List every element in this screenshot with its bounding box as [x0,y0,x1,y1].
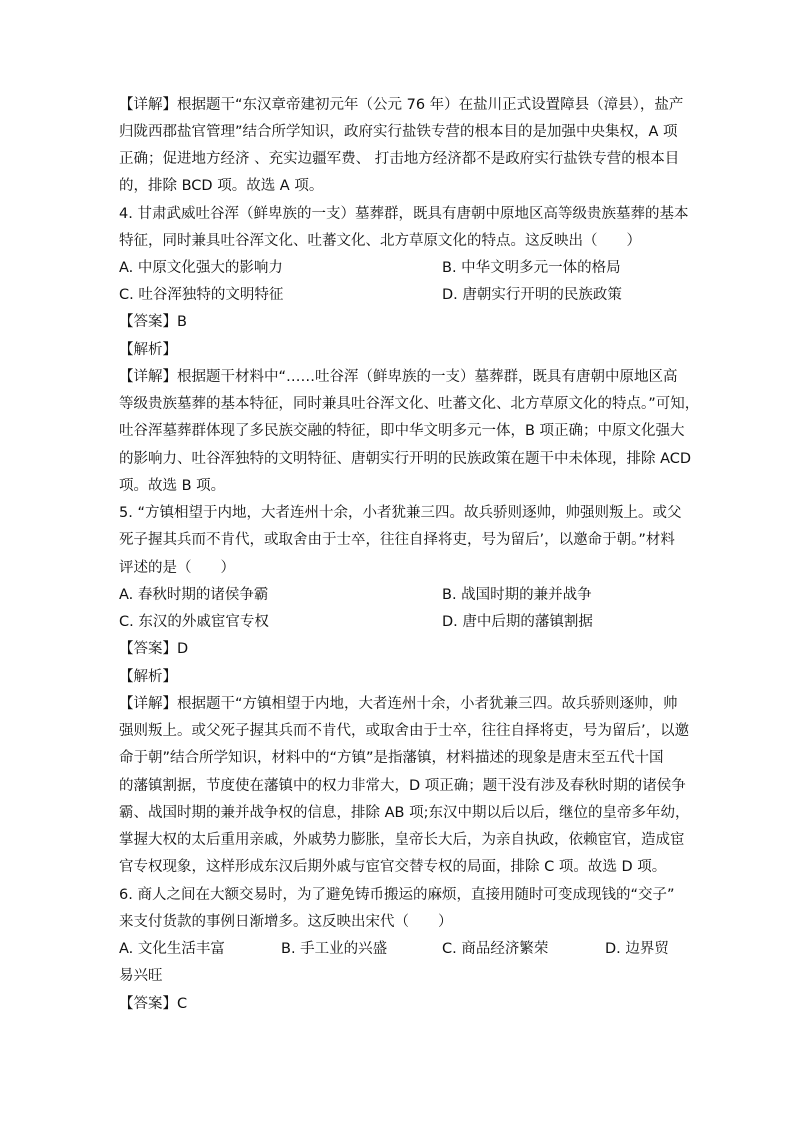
option-c: C. 东汉的外戚宦官专权 [119,614,269,630]
analysis-label: 【解析】 [119,669,177,685]
question-6-stem: 来支付货款的事例日渐增多。这反映出宋代（ ） [119,914,453,930]
option-d-continuation: 易兴旺 [119,968,163,984]
paragraph-line: 项。故选 B 项。 [119,478,226,494]
question-5-options-row-2 [119,612,679,632]
option-a: A. 中原文化强大的影响力 [119,260,283,276]
option-d: D. 唐朝实行开明的民族政策 [442,287,622,303]
question-5-stem: 评述的是（ ） [119,560,235,576]
paragraph-line: 的藩镇割据，节度使在藩镇中的权力非常大，D 项正确；题干没有涉及春秋时期的诸侯争 [119,778,686,794]
question-4-stem: 4. 甘肃武威吐谷浑（鲜卑族的一支）墓葬群，既具有唐朝中原地区高等级贵族墓葬的基本 [119,206,689,222]
answer-label: 【答案】B [119,314,187,330]
paragraph-line: 掌握大权的太后重用亲戚，外戚势力膨胀，皇帝长大后，为亲自执政，依赖宦官，造成宦 [119,832,685,848]
option-b: B. 战国时期的兼并战争 [442,587,592,603]
option-d: D. 唐中后期的藩镇割据 [442,614,593,630]
option-b: B. 手工业的兴盛 [281,941,388,957]
paragraph-line: 官专权现象，这样形成东汉后期外戚与宦官交替专权的局面，排除 C 项。故选 D 项。 [119,859,667,875]
paragraph-line: 归陇西郡盐官管理”结合所学知识，政府实行盐铁专营的根本目的是加强中央集权，A 项 [119,124,678,140]
question-4-stem: 特征，同时兼具吐谷浑文化、吐蕃文化、北方草原文化的特点。这反映出（ ） [119,233,641,249]
paragraph-line: 的影响力、吐谷浑独特的文明特征、唐朝实行开明的民族政策在题干中未体现，排除 ACD [119,451,692,467]
paragraph-line: 【详解】根据题干“东汉章帝建初元年（公元 76 年）在盐川正式设置障县（漳县），盐产 [119,97,684,113]
option-d: D. 边界贸 [605,941,669,957]
question-6-stem: 6. 商人之间在大额交易时，为了避免铸币搬运的麻烦，直接用随时可变成现钱的“交子” [119,887,675,903]
paragraph-line: 【详解】根据题干“方镇相望于内地，大者连州十余，小者犹兼三四。故兵骄则逐帅，帅 [119,696,678,712]
question-5-stem: 5. “方镇相望于内地，大者连州十余，小者犹兼三四。故兵骄则逐帅，帅强则叛上。或父 [119,505,682,521]
question-4-options-row-2 [119,285,679,305]
option-a: A. 春秋时期的诸侯争霸 [119,587,269,603]
paragraph-line: 强则叛上。或父死子握其兵而不肯代，或取舍由于士卒，往往自择将吏，号为留后’，以邀 [119,723,690,739]
option-b: B. 中华文明多元一体的格局 [442,260,621,276]
option-c: C. 商品经济繁荣 [442,941,549,957]
paragraph-line: 的，排除 BCD 项。故选 A 项。 [119,178,324,194]
question-4-options-row-1 [119,258,679,278]
paragraph-line: 【详解】根据题干材料中“……吐谷浑（鲜卑族的一支）墓葬群，既具有唐朝中原地区高 [119,369,678,385]
paragraph-line: 霸、战国时期的兼并战争权的信息，排除 AB 项;东汉中期以后以后，继位的皇帝多年幼， [119,805,690,821]
analysis-label: 【解析】 [119,342,177,358]
answer-label: 【答案】D [119,641,189,657]
question-5-options-row-1 [119,585,679,605]
paragraph-line: 正确；促进地方经济 、充实边疆军费、 打击地方经济都不是政府实行盐铁专营的根本目 [119,151,680,167]
option-c: C. 吐谷浑独特的文明特征 [119,287,284,303]
paragraph-line: 吐谷浑墓葬群体现了多民族交融的特征，即中华文明多元一体，B 项正确；中原文化强大 [119,423,685,439]
answer-label: 【答案】C [119,996,188,1012]
question-6-options-row [119,939,679,959]
paragraph-line: 命于朝”结合所学知识，材料中的“方镇”是指藩镇，材料描述的现象是唐末至五代十国 [119,750,664,766]
question-5-stem: 死子握其兵而不肯代，或取舍由于士卒，往往自择将吏，号为留后’，以邀命于朝。”材料 [119,532,675,548]
paragraph-line: 等级贵族墓葬的基本特征，同时兼具吐谷浑文化、吐蕃文化、北方草原文化的特点。”可知， [119,396,700,412]
option-a: A. 文化生活丰富 [119,941,225,957]
